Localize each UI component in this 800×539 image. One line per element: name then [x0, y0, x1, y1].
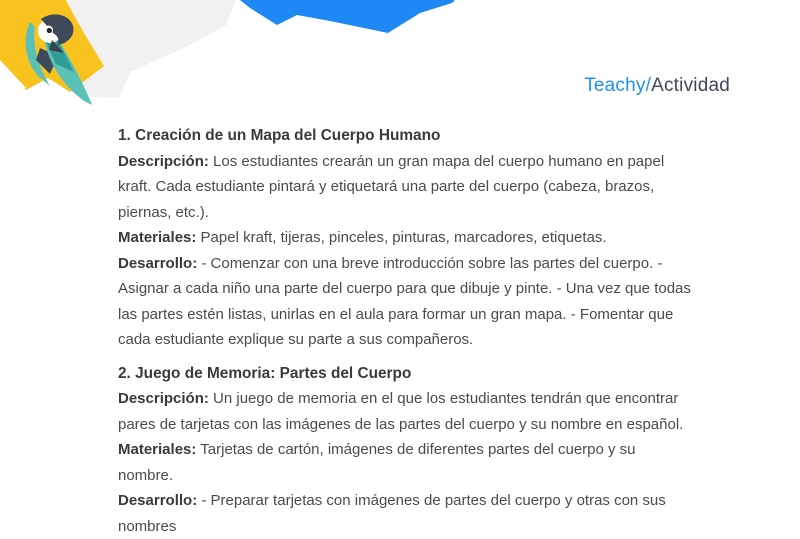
- field-text: Los estudiantes crearán un gran mapa del cuerpo humano en papel kraft. Cada estudiante pintará y etiquetará una parte del cuerpo (cabeza, brazos, piernas, etc.).: [118, 153, 664, 221]
- activity-field-materials: [118, 225, 693, 251]
- teachy-parrot-logo-icon: [26, 14, 92, 105]
- field-label: Descripción:: [118, 390, 209, 407]
- activity-field-description: [118, 149, 693, 226]
- activity-field-description: [118, 386, 693, 437]
- yellow-shape: [0, 0, 104, 92]
- activity-field-development: [118, 251, 693, 353]
- field-text: - Comenzar con una breve introducción sobre las partes del cuerpo. - Asignar a cada niño una parte del cuerpo para que dibuje y pinte. - Una vez que todas las partes estén listas, unirlas en el aula para formar un gran mapa. - Fomentar que cada estudiante explique su parte a sus compañeros.: [118, 255, 691, 349]
- yellow-notch: [0, 60, 26, 92]
- field-label: Materiales:: [118, 441, 196, 458]
- breadcrumb: [584, 74, 730, 98]
- gray-shape: [40, 0, 236, 98]
- field-label: Descripción:: [118, 153, 209, 170]
- activity-field-development: [118, 488, 693, 539]
- field-text: Papel kraft, tijeras, pinceles, pinturas, marcadores, etiquetas.: [196, 229, 606, 246]
- blue-shape: [240, 0, 455, 33]
- field-text: Un juego de memoria en el que los estudiantes tendrán que encontrar pares de tarjetas con las imágenes de las partes del cuerpo y su nombre en español.: [118, 390, 683, 433]
- activity-section-1: [118, 123, 693, 353]
- field-text: - Preparar tarjetas con imágenes de partes del cuerpo y otras con sus nombres: [118, 492, 666, 535]
- brand-name: Teachy/: [584, 75, 651, 96]
- field-text: Tarjetas de cartón, imágenes de diferentes partes del cuerpo y su nombre.: [118, 441, 636, 484]
- activity-content: [118, 123, 693, 539]
- field-label: Materiales:: [118, 229, 196, 246]
- page-type-label: Actividad: [651, 75, 730, 96]
- field-label: Desarrollo:: [118, 255, 197, 272]
- section-title: 2. Juego de Memoria: Partes del Cuerpo: [118, 361, 693, 387]
- activity-field-materials: [118, 437, 693, 488]
- field-label: Desarrollo:: [118, 492, 197, 509]
- section-title: 1. Creación de un Mapa del Cuerpo Humano: [118, 123, 693, 149]
